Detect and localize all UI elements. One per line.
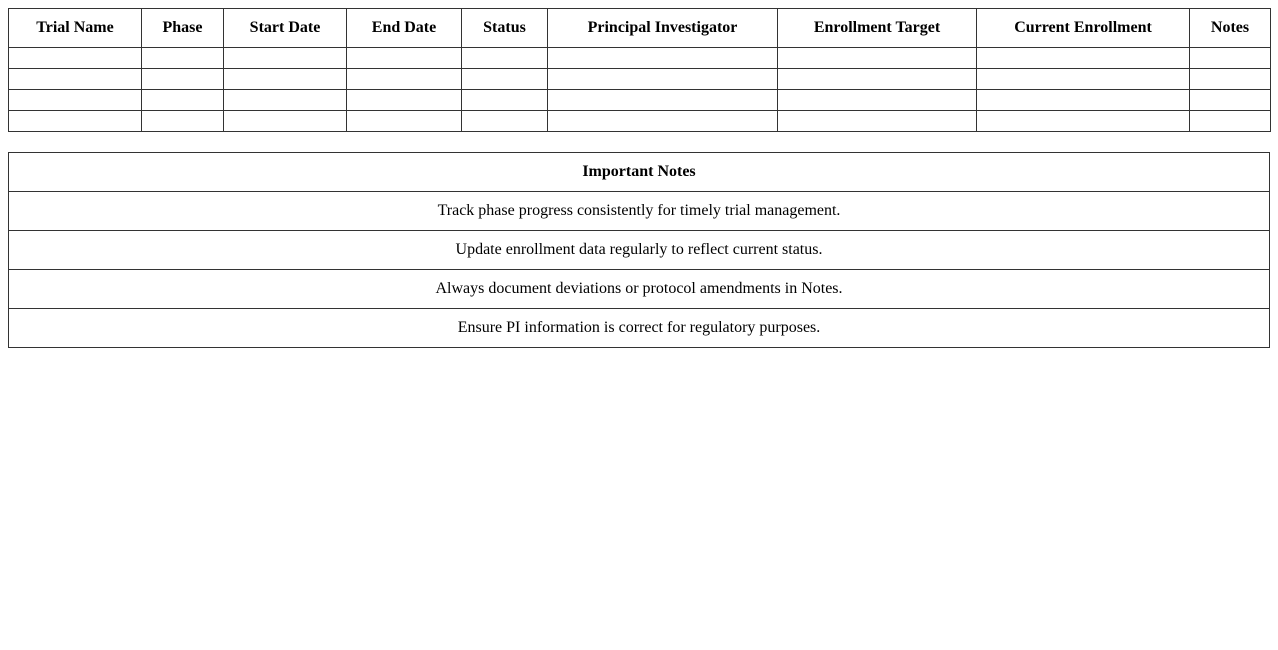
note-row xyxy=(9,309,1270,348)
table-cell[interactable] xyxy=(347,90,462,111)
note-item: Update enrollment data regularly to reflect current status. xyxy=(9,231,1270,270)
table-cell[interactable] xyxy=(1190,69,1271,90)
table-cell[interactable] xyxy=(548,69,778,90)
table-cell[interactable] xyxy=(977,111,1190,132)
column-header-principal-investigator: Principal Investigator xyxy=(548,9,778,48)
table-cell[interactable] xyxy=(347,111,462,132)
table-cell[interactable] xyxy=(1190,48,1271,69)
table-cell[interactable] xyxy=(977,48,1190,69)
column-header-notes: Notes xyxy=(1190,9,1271,48)
table-cell[interactable] xyxy=(548,48,778,69)
column-header-status: Status xyxy=(462,9,548,48)
note-row xyxy=(9,231,1270,270)
clinical-trials-table xyxy=(8,8,1271,132)
table-cell[interactable] xyxy=(9,69,142,90)
table-row xyxy=(9,48,1271,69)
note-row xyxy=(9,192,1270,231)
note-item: Ensure PI information is correct for regulatory purposes. xyxy=(9,309,1270,348)
notes-title: Important Notes xyxy=(9,153,1270,192)
column-header-start-date: Start Date xyxy=(224,9,347,48)
column-header-current-enrollment: Current Enrollment xyxy=(977,9,1190,48)
table-cell[interactable] xyxy=(1190,90,1271,111)
table-row xyxy=(9,90,1271,111)
table-cell[interactable] xyxy=(347,48,462,69)
table-row xyxy=(9,69,1271,90)
note-row xyxy=(9,270,1270,309)
table-cell[interactable] xyxy=(778,48,977,69)
column-header-enrollment-target: Enrollment Target xyxy=(778,9,977,48)
table-cell[interactable] xyxy=(778,90,977,111)
notes-header-row xyxy=(9,153,1270,192)
table-cell[interactable] xyxy=(9,111,142,132)
table-cell[interactable] xyxy=(977,90,1190,111)
table-cell[interactable] xyxy=(347,69,462,90)
table-cell[interactable] xyxy=(142,69,224,90)
important-notes-table xyxy=(8,152,1270,348)
table-cell[interactable] xyxy=(977,69,1190,90)
table-cell[interactable] xyxy=(548,90,778,111)
table-cell[interactable] xyxy=(142,90,224,111)
table-cell[interactable] xyxy=(224,111,347,132)
table-cell[interactable] xyxy=(224,48,347,69)
note-item: Track phase progress consistently for timely trial management. xyxy=(9,192,1270,231)
column-header-trial-name: Trial Name xyxy=(9,9,142,48)
column-header-phase: Phase xyxy=(142,9,224,48)
table-cell[interactable] xyxy=(462,111,548,132)
table-cell[interactable] xyxy=(224,69,347,90)
table-cell[interactable] xyxy=(142,48,224,69)
table-cell[interactable] xyxy=(462,48,548,69)
table-row xyxy=(9,111,1271,132)
column-header-end-date: End Date xyxy=(347,9,462,48)
table-cell[interactable] xyxy=(9,90,142,111)
table-cell[interactable] xyxy=(9,48,142,69)
table-cell[interactable] xyxy=(1190,111,1271,132)
table-header-row xyxy=(9,9,1271,48)
table-cell[interactable] xyxy=(778,111,977,132)
table-cell[interactable] xyxy=(462,90,548,111)
table-cell[interactable] xyxy=(142,111,224,132)
table-cell[interactable] xyxy=(224,90,347,111)
table-cell[interactable] xyxy=(548,111,778,132)
table-cell[interactable] xyxy=(462,69,548,90)
table-cell[interactable] xyxy=(778,69,977,90)
note-item: Always document deviations or protocol amendments in Notes. xyxy=(9,270,1270,309)
